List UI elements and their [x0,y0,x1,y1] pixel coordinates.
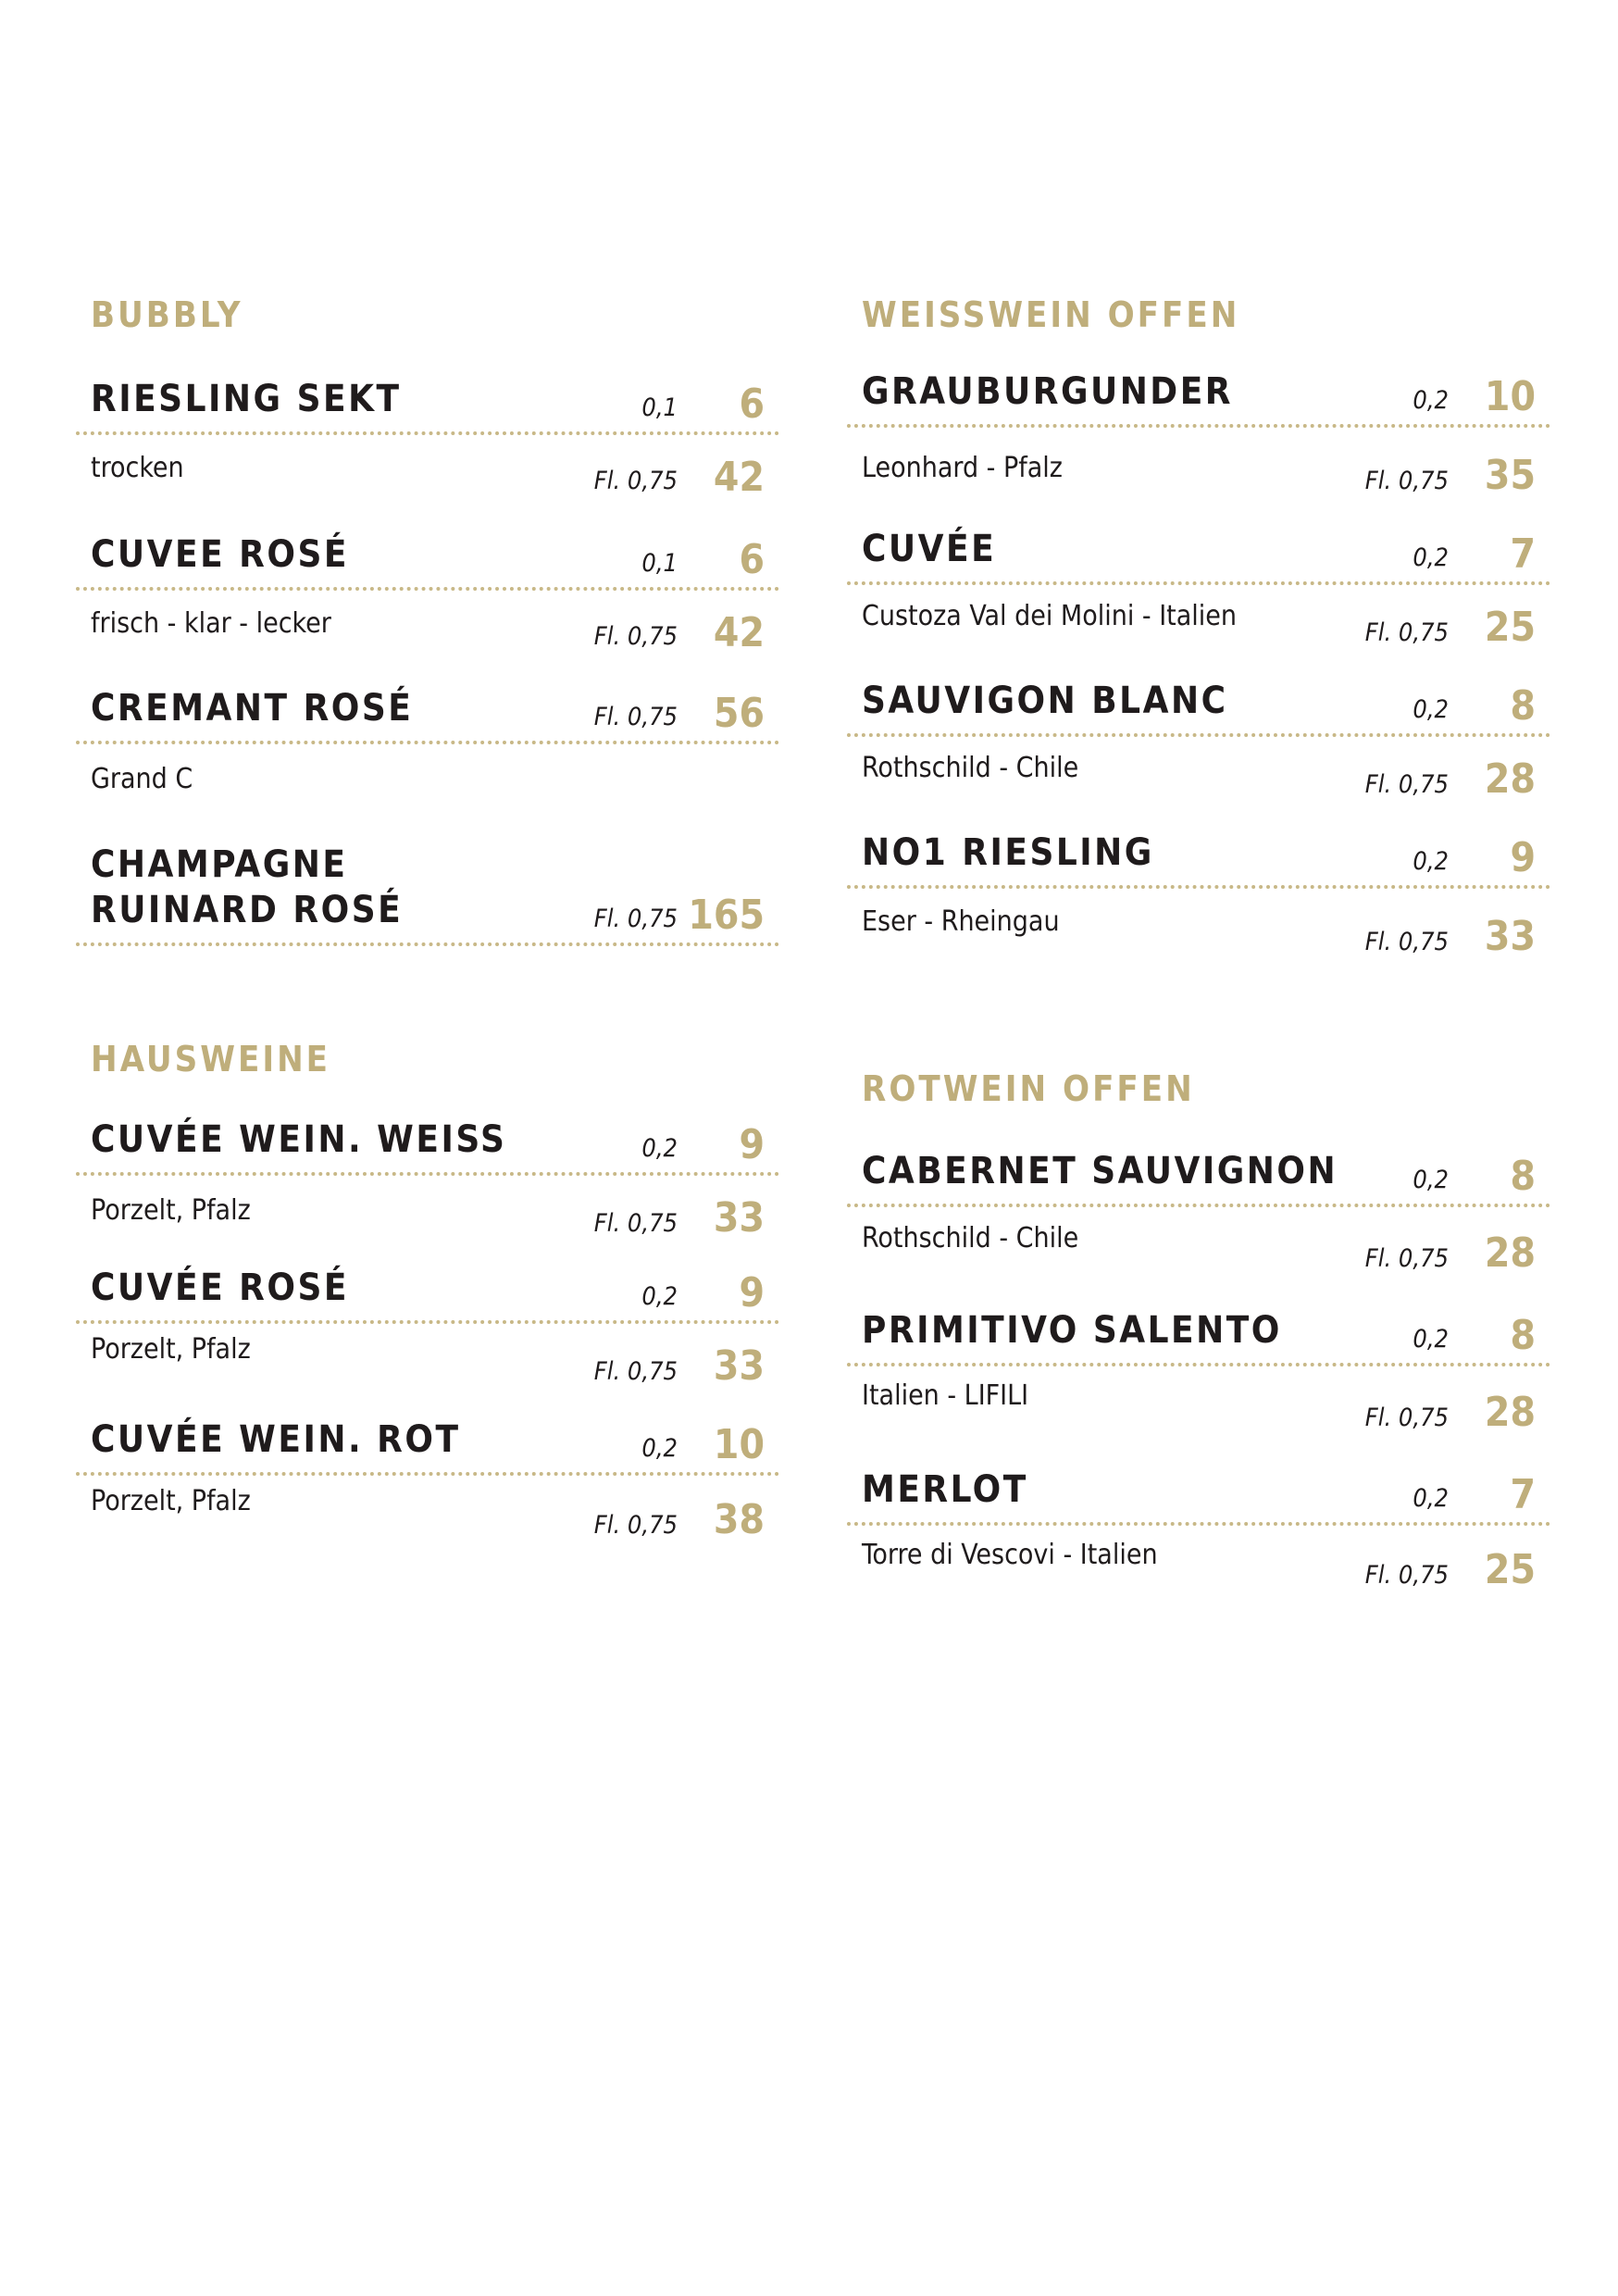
item-size-glass: 0,2 [641,1134,678,1163]
item-name: CUVÉE WEIN. ROT [91,1418,461,1461]
item-size-glass: 0,2 [641,1434,678,1463]
menu-item-cuvee-wein-rot [76,1398,779,1476]
item-price-glass: 6 [739,381,765,428]
item-price-bottle: 42 [713,609,765,656]
item-name: NO1 RIESLING [862,831,1154,874]
menu-item-cuvee-wein-weiss [76,1098,779,1176]
item-name: GRAUBURGUNDER [862,370,1233,413]
item-description: Torre di Vescovi - Italien [862,1539,1158,1571]
item-price-glass: 10 [1484,373,1536,420]
item-size-bottle: Fl. 0,75 [1364,1404,1449,1432]
item-price-bottle: 25 [1484,604,1536,651]
item-price-bottle: 56 [713,690,765,737]
dotted-divider [76,587,779,591]
item-description: Grand C [91,763,193,795]
item-description: Italien - LIFILI [862,1379,1029,1412]
section-title: BUBBLY [91,294,243,335]
dotted-divider [847,733,1550,737]
item-price-glass: 8 [1510,1312,1536,1359]
item-description: Rothschild - Chile [862,752,1079,784]
item-size-glass: 0,2 [1413,847,1449,876]
item-size-bottle: Fl. 0,75 [593,905,678,933]
menu-item-cremant-rose [76,659,779,744]
item-price-bottle: 42 [713,454,765,501]
menu-item-cuvee [847,507,1550,585]
item-price-glass: 9 [1510,834,1536,881]
item-size-bottle: Fl. 0,75 [593,467,678,495]
item-price-glass: 6 [739,536,765,583]
item-name: RIESLING SEKT [91,378,402,420]
item-size-bottle: Fl. 0,75 [593,622,678,651]
menu-item-cabernet-sauvignon [847,1128,1550,1207]
menu-item-riesling-sekt [76,350,779,435]
menu-item-sauvigon-blanc [847,659,1550,737]
item-price-glass: 7 [1510,1471,1536,1518]
item-price-bottle: 38 [713,1496,765,1543]
item-price-bottle: 33 [1484,913,1536,960]
item-size-glass: 0,2 [1413,1484,1449,1513]
dotted-divider [76,1472,779,1476]
item-description: Custoza Val dei Molini - Italien [862,600,1238,632]
item-price-glass: 7 [1510,530,1536,578]
item-size-bottle: Fl. 0,75 [593,1511,678,1540]
item-size-glass: 0,1 [641,549,678,578]
item-size-glass: 0,2 [1413,1166,1449,1194]
item-size-glass: 0,2 [1413,1325,1449,1354]
menu-item-grauburgunder [847,350,1550,428]
item-name: CABERNET SAUVIGNON [862,1150,1338,1192]
menu-item-champagne-ruinard-rose [76,822,779,946]
item-description: Porzelt, Pfalz [91,1333,251,1366]
item-price-bottle: 35 [1484,452,1536,499]
menu-item-cuvee-rose [76,505,779,591]
item-price-glass: 8 [1510,682,1536,730]
item-size-bottle: Fl. 0,75 [593,1209,678,1238]
item-price-bottle: 28 [1484,1389,1536,1436]
item-name: MERLOT [862,1468,1028,1511]
item-size-bottle: Fl. 0,75 [1364,467,1449,495]
item-price-bottle: 28 [1484,755,1536,803]
item-price-bottle: 28 [1484,1229,1536,1277]
item-size-bottle: Fl. 0,75 [1364,1561,1449,1590]
item-name: CREMANT ROSÉ [91,687,414,730]
menu-item-cuvee-rose [76,1246,779,1324]
dotted-divider [847,424,1550,428]
section-title: ROTWEIN OFFEN [862,1068,1195,1109]
item-size-bottle: Fl. 0,75 [593,703,678,731]
item-size-bottle: Fl. 0,75 [1364,1244,1449,1273]
item-price-bottle: 165 [688,892,765,939]
item-size-bottle: Fl. 0,75 [1364,618,1449,647]
dotted-divider [76,741,779,744]
dotted-divider [76,1320,779,1324]
dotted-divider [76,942,779,946]
item-size-glass: 0,2 [1413,543,1449,572]
item-description: Porzelt, Pfalz [91,1194,251,1227]
dotted-divider [76,1172,779,1176]
item-name: CUVÉE WEIN. WEISS [91,1118,507,1161]
item-price-glass: 9 [739,1269,765,1316]
section-title: HAUSWEINE [91,1039,331,1079]
item-size-glass: 0,1 [641,393,678,422]
menu-item-merlot [847,1444,1550,1526]
dotted-divider [847,1522,1550,1526]
item-size-bottle: Fl. 0,75 [1364,770,1449,799]
item-name: PRIMITIVO SALENTO [862,1309,1282,1352]
item-size-glass: 0,2 [641,1282,678,1311]
dotted-divider [847,581,1550,585]
item-name: CUVÉE [862,528,997,570]
item-name: CUVÉE ROSÉ [91,1267,349,1309]
item-description: Leonhard - Pfalz [862,452,1063,484]
section-title: WEISSWEIN OFFEN [862,294,1240,335]
item-price-bottle: 33 [713,1194,765,1242]
item-name: SAUVIGON BLANC [862,680,1228,722]
item-description: frisch - klar - lecker [91,607,331,640]
dotted-divider [847,885,1550,889]
item-price-glass: 9 [739,1121,765,1168]
item-description: trocken [91,452,184,484]
item-price-bottle: 33 [713,1342,765,1390]
item-price-bottle: 25 [1484,1546,1536,1593]
item-description: Porzelt, Pfalz [91,1485,251,1517]
item-name: CUVEE ROSÉ [91,533,349,576]
menu-item-no1-riesling [847,811,1550,889]
item-size-bottle: Fl. 0,75 [1364,928,1449,956]
dotted-divider [847,1363,1550,1366]
item-price-glass: 8 [1510,1153,1536,1200]
dotted-divider [847,1204,1550,1207]
item-description: Rothschild - Chile [862,1222,1079,1254]
item-price-glass: 10 [713,1421,765,1468]
menu-item-primitivo-salento [847,1287,1550,1366]
item-size-glass: 0,2 [1413,695,1449,724]
item-size-glass: 0,2 [1413,386,1449,415]
item-description: Eser - Rheingau [862,905,1060,938]
item-name: CHAMPAGNE RUINARD ROSÉ [91,843,404,931]
item-size-bottle: Fl. 0,75 [593,1357,678,1386]
dotted-divider [76,431,779,435]
